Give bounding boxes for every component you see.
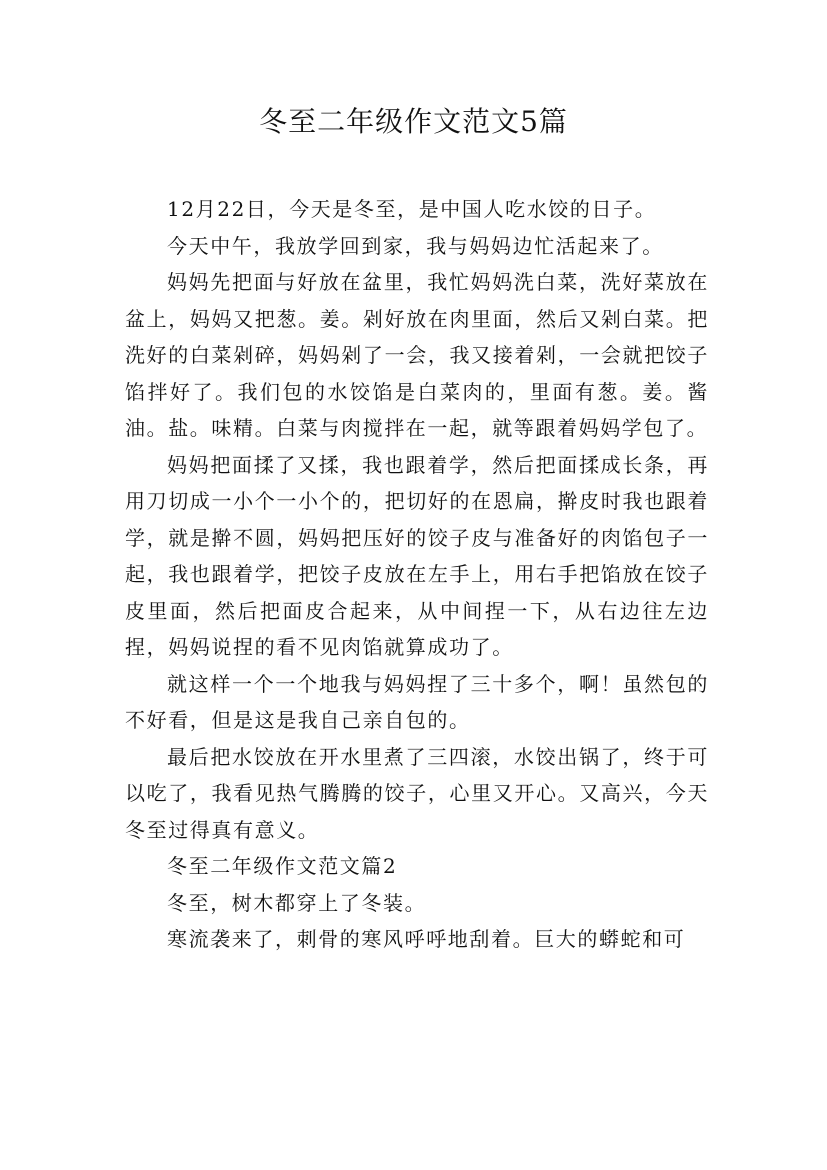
document-title: 冬至二年级作文范文5篇: [259, 105, 568, 138]
paragraph: 妈妈先把面与好放在盆里，我忙妈妈洗白菜，洗好菜放在盆上，妈妈又把葱。姜。剁好放在肉里面，然后又剁白菜。把洗好的白菜剁碎，妈妈剁了一会，我又接着剁，一会就把饺子馅拌好了。我们包的水饺馅是白菜肉的，里面有葱。姜。酱油。盐。味精。白菜与肉搅拌在一起，就等跟着妈妈学包了。: [125, 270, 709, 440]
document-body: [125, 191, 709, 958]
paragraph: 12月22日，今天是冬至，是中国人吃水饺的日子。: [167, 197, 657, 221]
paragraph: 寒流袭来了，刺骨的寒风呼呼地刮着。巨大的蟒蛇和可: [167, 927, 686, 951]
paragraph: 今天中午，我放学回到家，我与妈妈边忙活起来了。: [167, 233, 664, 258]
paragraph: 妈妈把面揉了又揉，我也跟着学，然后把面揉成长条，再用刀切成一小个一小个的，把切好的在恩扁，擀皮时我也跟着学，就是擀不圆，妈妈把压好的饺子皮与准备好的肉馅包子一起，我也跟着学，把饺子皮放在左手上，用右手把馅放在饺子皮里面，然后把面皮合起来，从中间捏一下，从右边往左边捏，妈妈说捏的看不见肉馅就算成功了。: [125, 452, 709, 659]
paragraph: 就这样一个一个地我与妈妈捏了三十多个，啊！虽然包的不好看，但是这是我自己亲自包的。: [125, 671, 709, 732]
paragraph: 冬至，树木都穿上了冬装。: [167, 890, 427, 915]
paragraph: 最后把水饺放在开水里煮了三四滚，水饺出锅了，终于可以吃了，我看见热气腾腾的饺子，心里又开心。又高兴，今天冬至过得真有意义。: [125, 744, 709, 842]
section-heading: 冬至二年级作文范文篇2: [167, 854, 398, 878]
